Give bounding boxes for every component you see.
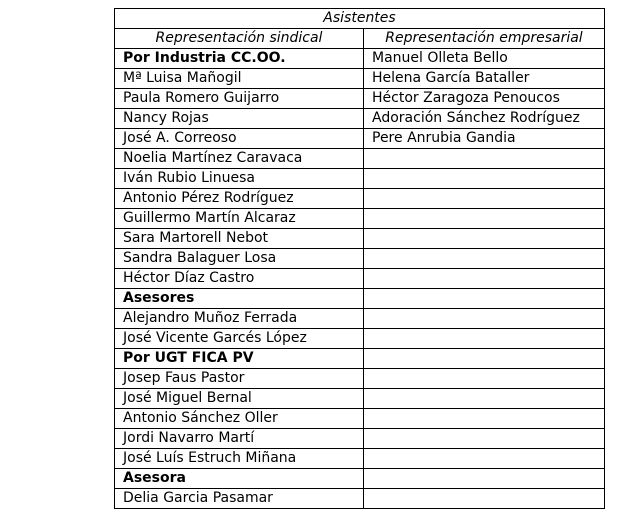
union-representative-cell: José Miguel Bernal <box>115 389 364 409</box>
table-row <box>115 189 605 209</box>
business-representative-cell <box>364 229 605 249</box>
union-representative-cell: Iván Rubio Linuesa <box>115 169 364 189</box>
business-representative-cell <box>364 249 605 269</box>
table-row <box>115 469 605 489</box>
business-representative-cell: Helena García Bataller <box>364 69 605 89</box>
union-representative-cell: Alejandro Muñoz Ferrada <box>115 309 364 329</box>
business-representative-cell <box>364 349 605 369</box>
union-representative-cell: Asesores <box>115 289 364 309</box>
table-row <box>115 349 605 369</box>
union-representative-cell: Asesora <box>115 469 364 489</box>
table-row <box>115 289 605 309</box>
union-representative-cell: Por Industria CC.OO. <box>115 49 364 69</box>
business-representative-cell <box>364 209 605 229</box>
business-representative-cell <box>364 189 605 209</box>
business-representative-cell <box>364 329 605 349</box>
business-representative-cell <box>364 169 605 189</box>
union-representative-cell: Guillermo Martín Alcaraz <box>115 209 364 229</box>
union-representative-cell: Sandra Balaguer Losa <box>115 249 364 269</box>
business-representative-cell <box>364 269 605 289</box>
table-row <box>115 269 605 289</box>
table-row <box>115 129 605 149</box>
business-representative-cell <box>364 429 605 449</box>
table-row <box>115 449 605 469</box>
table-title: Asistentes <box>115 9 605 29</box>
attendees-table <box>114 8 605 509</box>
table-row <box>115 429 605 449</box>
table-row <box>115 249 605 269</box>
union-representative-cell: Paula Romero Guijarro <box>115 89 364 109</box>
table-body <box>115 49 605 509</box>
table-row <box>115 489 605 509</box>
table-row <box>115 109 605 129</box>
table-row <box>115 409 605 429</box>
union-representative-cell: Josep Faus Pastor <box>115 369 364 389</box>
table-row <box>115 69 605 89</box>
business-representative-cell: Adoración Sánchez Rodríguez <box>364 109 605 129</box>
business-representative-cell <box>364 289 605 309</box>
header-row <box>115 29 605 49</box>
business-representative-cell <box>364 149 605 169</box>
union-representative-cell: Antonio Sánchez Oller <box>115 409 364 429</box>
table-row <box>115 169 605 189</box>
business-representative-cell <box>364 449 605 469</box>
union-representative-cell: Delia Garcia Pasamar <box>115 489 364 509</box>
table-row <box>115 229 605 249</box>
business-representative-cell <box>364 489 605 509</box>
business-representative-cell: Pere Anrubia Gandia <box>364 129 605 149</box>
union-representative-cell: José A. Correoso <box>115 129 364 149</box>
union-representative-cell: Por UGT FICA PV <box>115 349 364 369</box>
table-row <box>115 369 605 389</box>
union-representative-cell: Antonio Pérez Rodríguez <box>115 189 364 209</box>
union-representative-cell: Jordi Navarro Martí <box>115 429 364 449</box>
title-row <box>115 9 605 29</box>
table-row <box>115 389 605 409</box>
business-representative-cell: Manuel Olleta Bello <box>364 49 605 69</box>
business-representative-cell <box>364 309 605 329</box>
table-row <box>115 209 605 229</box>
union-representative-cell: José Vicente Garcés López <box>115 329 364 349</box>
union-representative-cell: Nancy Rojas <box>115 109 364 129</box>
business-representative-cell <box>364 469 605 489</box>
union-representative-cell: José Luís Estruch Miñana <box>115 449 364 469</box>
table-row <box>115 149 605 169</box>
table-row <box>115 49 605 69</box>
business-representative-cell <box>364 409 605 429</box>
table-row <box>115 329 605 349</box>
business-representative-cell <box>364 389 605 409</box>
table-row <box>115 89 605 109</box>
business-representative-cell <box>364 369 605 389</box>
union-representative-cell: Sara Martorell Nebot <box>115 229 364 249</box>
table-row <box>115 309 605 329</box>
business-representative-cell: Héctor Zaragoza Penoucos <box>364 89 605 109</box>
union-representative-cell: Mª Luisa Mañogil <box>115 69 364 89</box>
union-representative-cell: Héctor Díaz Castro <box>115 269 364 289</box>
header-union: Representación sindical <box>115 29 364 49</box>
header-business: Representación empresarial <box>364 29 605 49</box>
union-representative-cell: Noelia Martínez Caravaca <box>115 149 364 169</box>
